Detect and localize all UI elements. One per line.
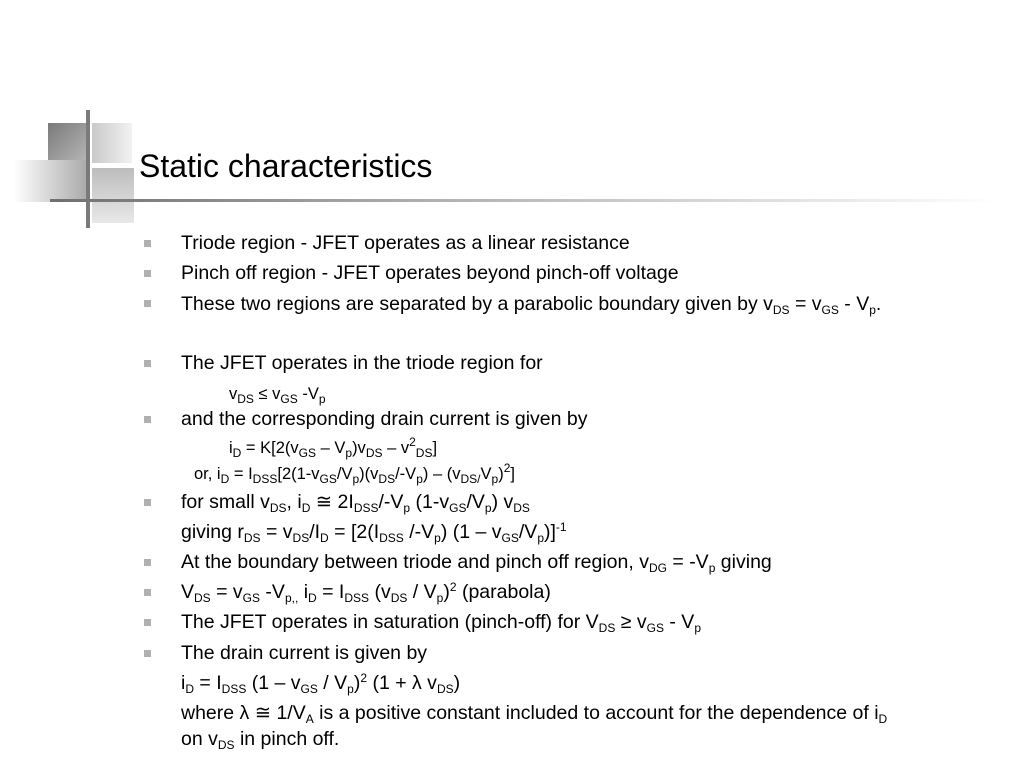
equation-rds: giving $r_{DS} = v_{DS}/I_D = [2(I_{DSS}$ $/-V_p$) $(1 - v_{GS}/V_p)]^{-1}$ xyxy=(181,520,567,545)
bullet-parabola: $V_{DS} = v_{GS}$ $-V_{p,,}$ $i_D = I_{DSS}$ $(v_{DS} / V_p)^2$ (parabola) xyxy=(181,580,551,605)
bullet-boundary-vdg: At the boundary between triode and pinch off region, $v_{DG} = -V_p$ giving xyxy=(181,551,772,575)
bullet-marker xyxy=(144,240,151,247)
equation-drain-current-k: $i_D = K[2(v_{GS} - V_p)v_{DS} - v^2_{DS}]$ xyxy=(229,435,438,460)
bullet-marker xyxy=(144,270,151,277)
bullet-triode-condition: The JFET operates in the triode region for xyxy=(181,352,543,374)
bullet-marker xyxy=(144,619,151,626)
bullet-marker xyxy=(144,650,151,657)
bullet-pinch-off-region: Pinch off region - JFET operates beyond pinch-off voltage xyxy=(181,262,679,284)
bullet-saturation: The JFET operates in saturation (pinch-off) for $V_{DS} \ge v_{GS} - V_p$ xyxy=(181,611,701,635)
bullet-marker xyxy=(144,300,151,307)
equation-drain-current-idss: or, $i_D = I_{DSS}[2(1-v_{GS}/V_p)(v_{DS}/-V_p) - (v_{DS/}V_p)^2]$ xyxy=(194,461,515,486)
bullet-marker xyxy=(144,499,151,506)
bullet-parabolic-boundary: These two regions are separated by a parabolic boundary given by $v_{DS} = v_{GS} - V_p$. xyxy=(181,293,882,317)
slide-title: Static characteristics xyxy=(139,148,433,184)
bullet-marker xyxy=(144,589,151,596)
bullet-drain-current-saturation: The drain current is given by xyxy=(181,642,428,664)
lambda-definition-continued: on $v_{DS}$ in pinch off. xyxy=(181,728,340,752)
bullet-drain-current-triode: and the corresponding drain current is given by xyxy=(181,408,588,430)
lambda-definition: where λ ≅ $1/V_A$ is a positive constant included to account for the dependence of $i_D$ xyxy=(181,702,888,726)
equation-drain-current-lambda: $i_D = I_{DSS}$ $(1 - v_{GS} / V_p)^2$ (1 + λ $v_{DS}$) xyxy=(181,671,461,696)
bullet-marker xyxy=(144,360,151,367)
bullet-marker xyxy=(144,416,151,423)
bullet-triode-region: Triode region - JFET operates as a linear resistance xyxy=(181,232,630,254)
equation-triode-condition: $v_{DS} \le v_{GS}$ $-V_p$ xyxy=(229,385,326,406)
bullet-small-vds: for small $v_{DS}$, $i_D$ ≅ $2I_{DSS}/-V_p$ $(1-v_{GS}/V_p)$ $v_{DS}$ xyxy=(181,491,530,515)
bullet-marker xyxy=(144,559,151,566)
